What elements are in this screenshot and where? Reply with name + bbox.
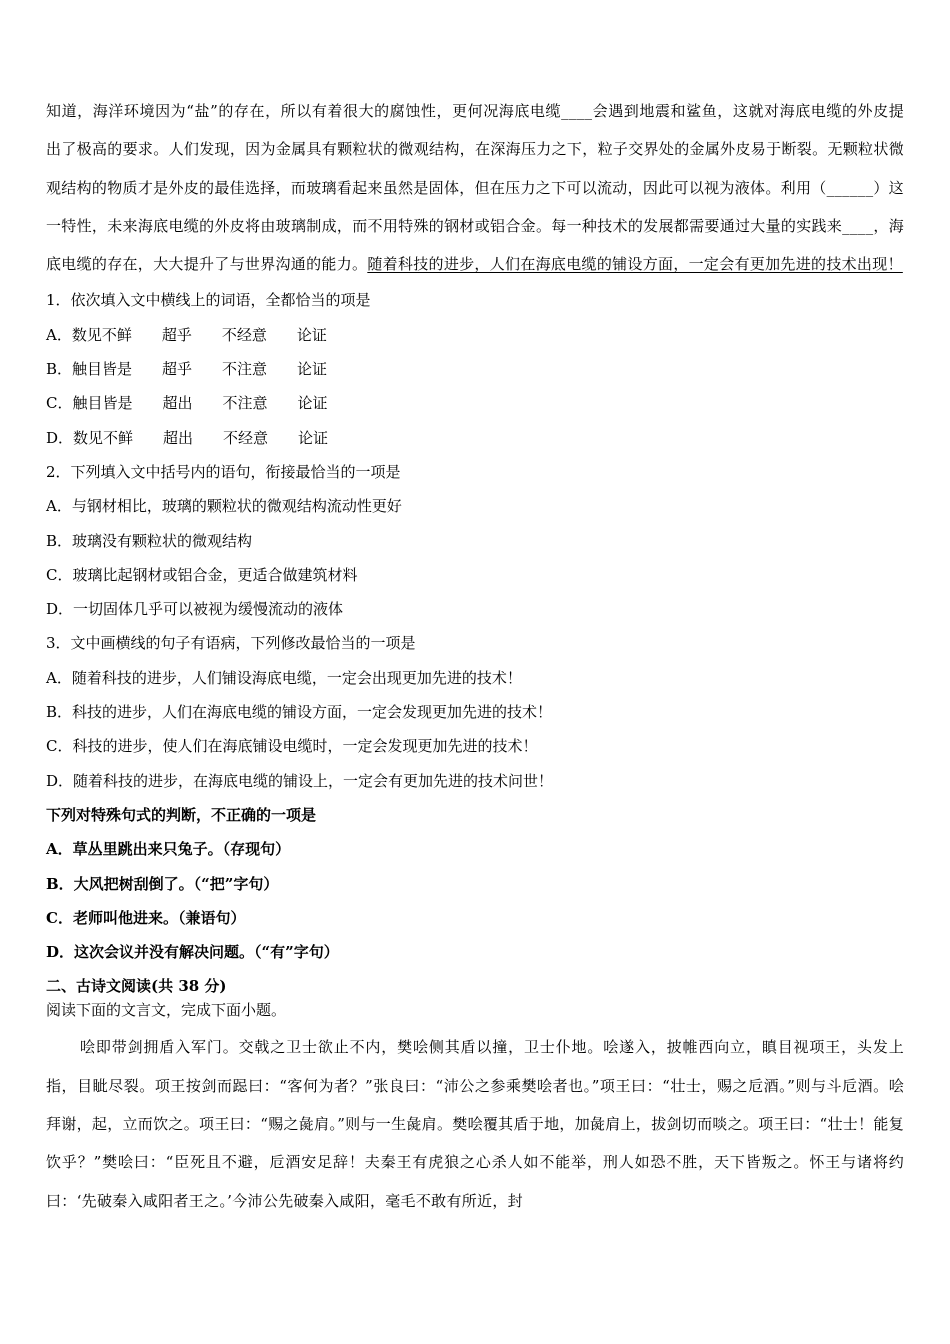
question-4 [46, 798, 904, 969]
question-3 [46, 626, 904, 797]
option-b: B．科技的进步，人们在海底电缆的铺设方面，一定会发现更加先进的技术！ [46, 703, 553, 722]
option-c: C．触目皆是 超出 不注意 论证 [46, 394, 328, 413]
classical-passage: 哙即带剑拥盾入军门。交戟之卫士欲止不内，樊哙侧其盾以撞，卫士仆地。哙遂入，披帷西向立，瞋目视项王，头发上指，目眦尽裂。项王按剑而跽曰：“客何为者？”张良曰：“沛公之参乘樊哙者也。”项王曰：“壮士，赐之卮酒。”则与斗卮酒。哙拜谢，起，立而饮之。项王曰：“赐之彘肩。”则与一生彘肩。樊哙覆其盾于地，加彘肩上，拔剑切而啖之。项王曰：“壮士！能复饮乎？”樊哙曰：“臣死且不避，卮酒安足辞！夫秦王有虎狼之心杀人如不能举，刑人如恐不胜，天下皆叛之。怀王与诸将约曰：‘先破秦入咸阳者王之。’今沛公先破秦入咸阳，毫毛不敢有所近，封 [46, 1038, 904, 1210]
option-a: A．与钢材相比，玻璃的颗粒状的微观结构流动性更好 [46, 497, 402, 516]
exam-page [46, 92, 904, 1220]
passage-cable-text: 知道，海洋环境因为“盐”的存在，所以有着很大的腐蚀性，更何况海底电缆____会遇到地震和鲨鱼，这就对海底电缆的外皮提出了极高的要求。人们发现，因为金属具有颗粒状的微观结构，在深海压力之下，粒子交界处的金属外皮易于断裂。无颗粒状微观结构的物质才是外皮的最佳选择，而玻璃看起来虽然是固体，但在压力之下可以流动，因此可以视为液体。利用（______）这一特性，未来海底电缆的外皮将由玻璃制成，而不用特殊的钢材或铝合金。每一种技术的发展都需要通过大量的实践来____，海底电缆的存在，大大提升了与世界沟通的能力。 [46, 102, 904, 274]
option-c: C．玻璃比起钢材或铝合金，更适合做建筑材料 [46, 565, 358, 584]
underlined-sentence: 随着科技的进步，人们在海底电缆的铺设方面，一定会有更加先进的技术出现！ [367, 255, 903, 274]
section-instruction: 阅读下面的文言文，完成下面小题。 [46, 1001, 287, 1020]
option-b: B．触目皆是 超乎 不注意 论证 [46, 360, 328, 379]
passage-cable [46, 92, 904, 283]
option-a: A．草丛里跳出来只兔子。（存现句） [46, 840, 291, 859]
option-a: A．随着科技的进步，人们铺设海底电缆，一定会出现更加先进的技术！ [46, 668, 522, 687]
option-d: D．一切固体几乎可以被视为缓慢流动的液体 [46, 600, 344, 619]
option-a: A．数见不鲜 超乎 不经意 论证 [46, 325, 327, 344]
section-title: 二、古诗文阅读(共 38 分) [46, 977, 227, 996]
option-d: D．数见不鲜 超出 不经意 论证 [46, 428, 329, 447]
option-b: B．玻璃没有颗粒状的微观结构 [46, 531, 253, 550]
question-stem: 1．依次填入文中横线上的词语，全都恰当的项是 [46, 291, 371, 310]
question-stem: 下列对特殊句式的判断，不正确的一项是 [46, 805, 317, 824]
question-stem: 2．下列填入文中括号内的语句，衔接最恰当的一项是 [46, 462, 401, 481]
option-c: C．老师叫他进来。（兼语句） [46, 908, 246, 927]
question-1 [46, 283, 904, 454]
option-c: C．科技的进步，使人们在海底铺设电缆时，一定会发现更加先进的技术！ [46, 737, 538, 756]
question-stem: 3．文中画横线的句子有语病，下列修改最恰当的一项是 [46, 634, 416, 653]
question-2 [46, 455, 904, 626]
option-b: B．大风把树刮倒了。（“把”字句） [46, 874, 279, 893]
option-d: D．随着科技的进步，在海底电缆的铺设上，一定会有更加先进的技术问世！ [46, 771, 554, 790]
option-d: D．这次会议并没有解决问题。（“有”字句） [46, 943, 339, 962]
